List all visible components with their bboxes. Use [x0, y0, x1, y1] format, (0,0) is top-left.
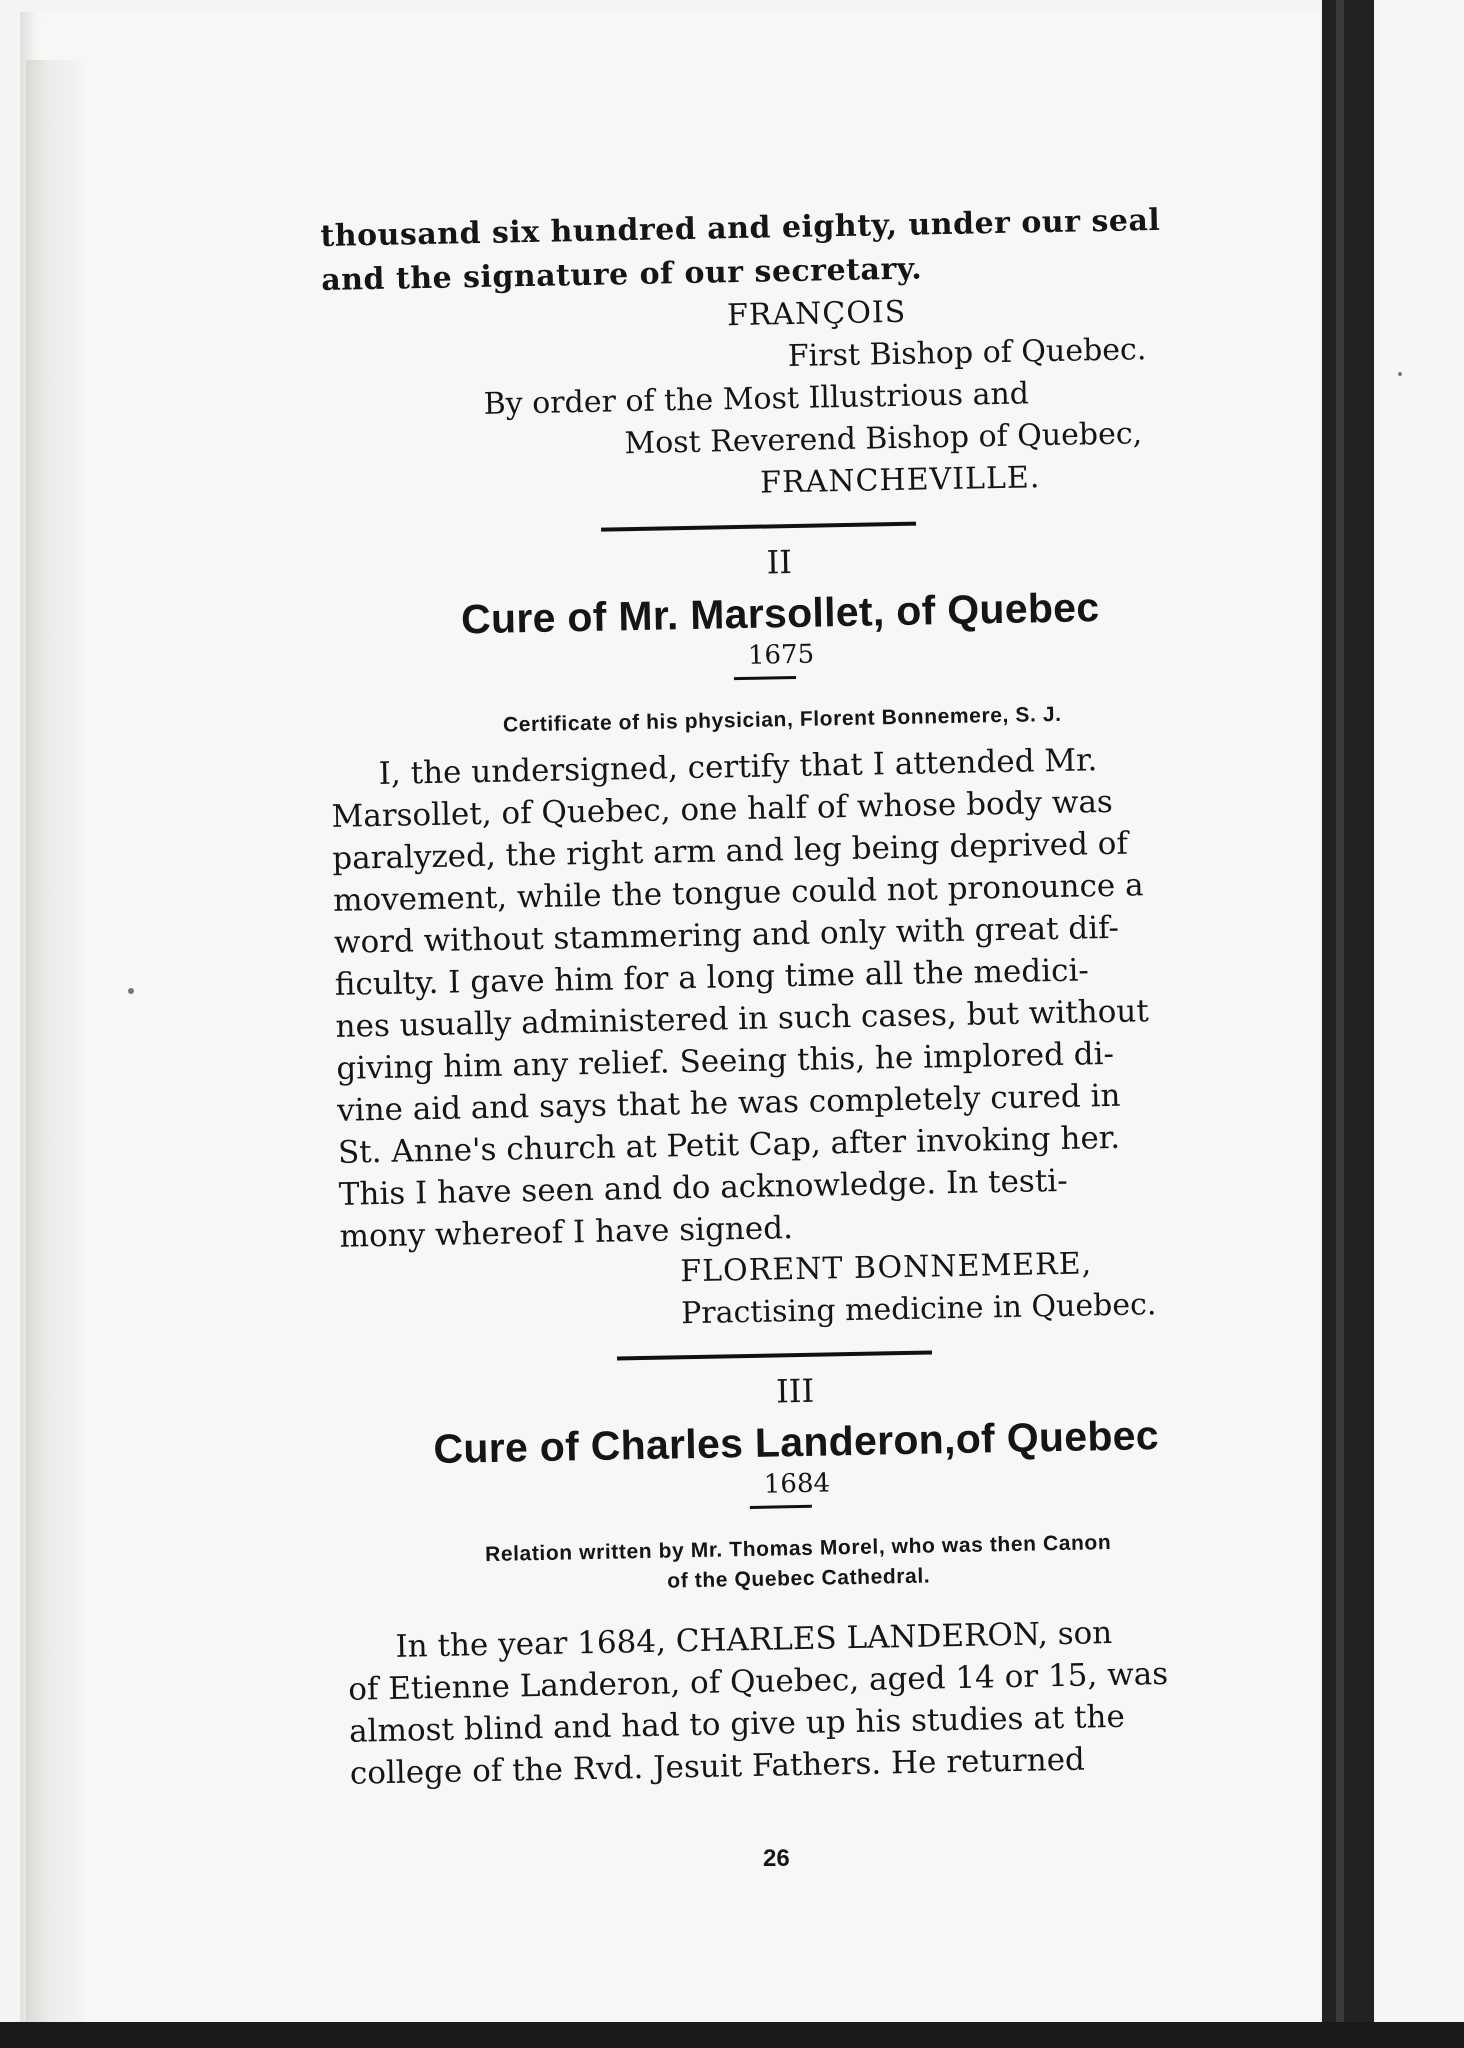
text-line: nes usually administered in such cases, but without	[335, 993, 1150, 1045]
scan-bottom-border	[0, 2022, 1464, 2048]
text-line: almost blind and had to give up his studies at the	[348, 1698, 1126, 1750]
continued-text	[320, 198, 1227, 303]
section-heading: Cure of Charles Landeron,of Quebec	[432, 1412, 1160, 1473]
section-body	[347, 1609, 1255, 1794]
adjacent-page-edge	[1374, 0, 1464, 2048]
page-edge-shadow	[26, 60, 84, 2030]
order-line: Most Reverend Bishop of Quebec,	[624, 416, 1143, 462]
section-numeral: III	[775, 1371, 815, 1411]
year-underline	[750, 1505, 812, 1509]
book-spine	[1322, 0, 1374, 2048]
spine-highlight	[1336, 0, 1344, 2048]
subheading-line: Relation written by Mr. Thomas Morel, who was then Canon	[484, 1531, 1112, 1567]
physician-signature-block	[340, 1240, 1246, 1341]
secretary-name: FRANCHEVILLE.	[759, 460, 1041, 501]
section-divider	[617, 1350, 932, 1360]
section-year: 1675	[747, 639, 815, 671]
text-line: Marsollet, of Quebec, one half of whose body was	[331, 783, 1114, 835]
text-line: mony whereof I have signed.	[339, 1210, 794, 1255]
text-line: vine aid and says that he was completely cured in	[336, 1077, 1121, 1129]
bishop-signature-block	[322, 286, 1231, 513]
section-year: 1684	[763, 1468, 831, 1500]
year-underline	[734, 676, 796, 680]
signer-title: Practising medicine in Quebec.	[680, 1287, 1157, 1332]
text-line: This I have seen and do acknowledge. In testi-	[338, 1162, 1068, 1213]
text-line: of Etienne Landeron, of Quebec, aged 14 or 15, was	[347, 1655, 1169, 1708]
text-line: St. Anne's church at Petit Cap, after invoking her.	[337, 1119, 1121, 1171]
text-line: and the signature of our secretary.	[320, 251, 923, 298]
text-line: In the year 1684, CHARLES LANDERON, son	[395, 1615, 1113, 1665]
text-line: college of the Rvd. Jesuit Fathers. He returned	[349, 1741, 1086, 1792]
section-body	[330, 737, 1245, 1258]
subheading-line: of the Quebec Cathedral.	[667, 1564, 931, 1593]
page-text	[320, 198, 1255, 1795]
text-line: thousand six hundred and eighty, under our seal	[320, 202, 1161, 254]
signer-title: First Bishop of Quebec.	[787, 332, 1147, 375]
section-divider	[601, 522, 916, 532]
text-line: giving him any relief. Seeing this, he implored di-	[336, 1035, 1115, 1087]
speck	[1398, 372, 1402, 376]
section-heading: Cure of Mr. Marsollet, of Quebec	[460, 584, 1100, 643]
order-line: By order of the Most Illustrious and	[483, 376, 1030, 422]
section-numeral: II	[766, 543, 793, 582]
page-number: 26	[763, 1845, 790, 1872]
text-line: movement, while the tongue could not pronounce a	[332, 867, 1144, 919]
section-subheading: Certificate of his physician, Florent Bonnemere, S. J.	[502, 702, 1062, 737]
text-line: I, the undersigned, certify that I attended Mr.	[378, 742, 1098, 792]
signer-name: FRANÇOIS	[726, 294, 907, 334]
text-line: word without stammering and only with great dif-	[333, 909, 1120, 961]
signer-name: FLORENT BONNEMERE,	[680, 1246, 1093, 1290]
text-line: paralyzed, the right arm and leg being deprived of	[332, 825, 1129, 877]
speck	[128, 988, 134, 994]
text-line: ficulty. I gave him for a long time all the medici-	[334, 952, 1090, 1003]
section-subheading	[345, 1525, 1251, 1602]
